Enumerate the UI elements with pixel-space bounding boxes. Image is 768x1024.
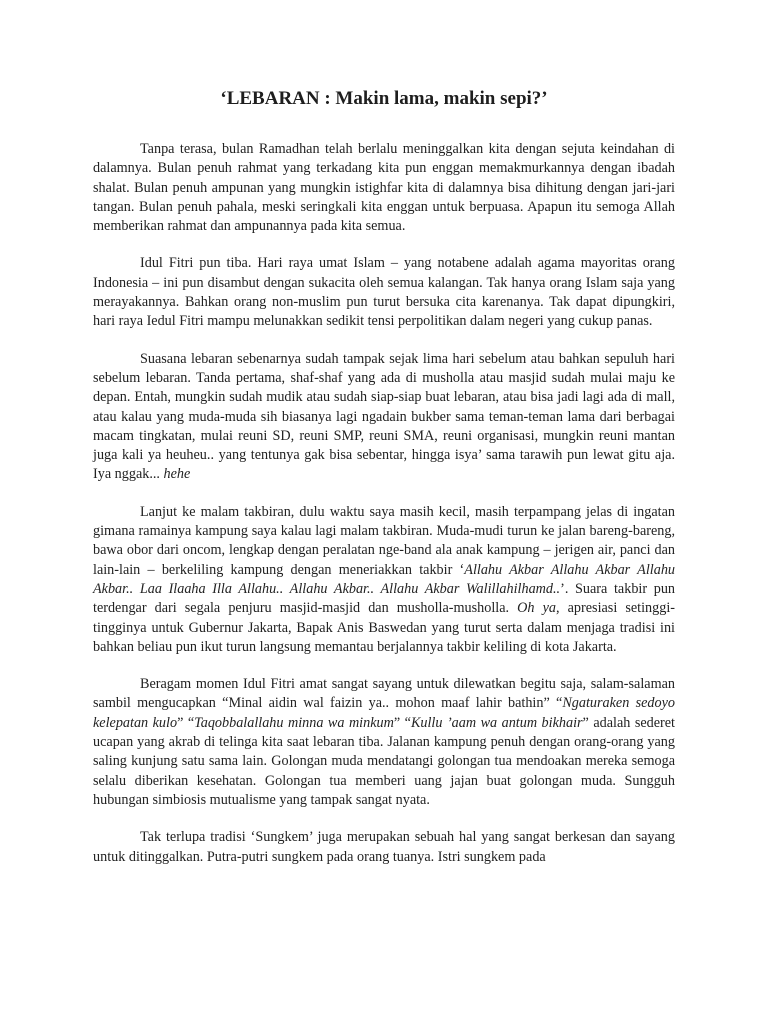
text-run: ” “ (393, 714, 411, 731)
text-run: Idul Fitri pun tiba. Hari raya umat Islam – yang notabene adalah agama mayoritas orang Indonesia – ini pun disambut dengan sukacita oleh semua kalangan. Tak hanya orang Islam saja yang merayakannya. Bahkan orang non-muslim pun turut bersuka cita karenanya. Tak dapat dipungkiri, hari raya Iedul Fitri mampu melunakkan sedikit tensi perpolitikan dalam negeri yang cukup panas. (93, 255, 675, 330)
text-run: , apresiasi setinggi-tingginya untuk Gubernur Jakarta, Bapak Anis Baswedan yang turut serta dalam menjaga tradisi ini bahkan beliau pun ikut turun langsung memantau berjalannya takbir keliling di kota Jakarta. (93, 600, 675, 655)
italic-text-run: Ngaturaken sedoyo kelepatan kulo (93, 695, 675, 731)
document-title: ‘LEBARAN : Makin lama, makin sepi?’ (220, 88, 548, 109)
italic-text-run: hehe (163, 466, 191, 483)
body-paragraph (93, 254, 675, 331)
body-paragraph (93, 828, 675, 867)
italic-text-run: Oh ya (517, 600, 556, 617)
italic-text-run: Kullu ’aam wa antum bikhair (410, 714, 583, 731)
body-paragraph (93, 350, 675, 485)
italic-text-run: Taqobbalallahu minna wa minkum (194, 714, 394, 731)
text-run: Tanpa terasa, bulan Ramadhan telah berlalu meninggalkan kita dengan sejuta keindahan di dalamnya. Bulan penuh rahmat yang terkadang kita pun enggan memakmurkannya dengan ibadah shalat. Bulan penuh ampunan yang mungkin istighfar kita di dalamnya bisa dihitung dengan jari-jari tangan. Bulan penuh pahala, meski seringkali kita enggan untuk berpuasa. Apapun itu semoga Allah memberikan rahmat dan ampunannya pada kita semua. (93, 141, 675, 235)
text-run: Tak terlupa tradisi ‘Sungkem’ juga merupakan sebuah hal yang sangat berkesan dan sayang untuk ditinggalkan. Putra-putri sungkem pada orang tuanya. Istri sungkem pada (93, 829, 675, 865)
text-run: Lanjut ke malam takbiran, dulu waktu saya masih kecil, masih terpampang jelas di ingatan gimana ramainya kampung saya kalau lagi malam takbiran. Muda-mudi turun ke jalan bareng-bareng, bawa obor dari oncom, lengkap dengan peralatan nge-band ala anak kampung – jerigen air, panci dan lain-lain – berkeliling kampung dengan meneriakkan takbir ‘ (93, 503, 675, 578)
body-paragraph (93, 503, 675, 657)
italic-text-run: Allahu Akbar Allahu Akbar Allahu Akbar.. Laa Ilaaha Illa Allahu.. Allahu Akbar.. Allahu Akbar Walillahilhamd.. (93, 561, 676, 597)
text-run: ’. Suara takbir pun terdengar dari segala penjuru masjid-masjid dan musholla-musholla. (93, 580, 676, 617)
body-paragraph (93, 675, 675, 810)
body-paragraph (93, 140, 675, 236)
text-run: Suasana lebaran sebenarnya sudah tampak sejak lima hari sebelum atau bahkan sepuluh hari sebelum lebaran. Tanda pertama, shaf-shaf yang ada di musholla atau masjid sudah mulai maju ke depan. Entah, mungkin sudah mudik atau sudah siap-siap buat lebaran, atau bisa jadi lagi ada di mall, atau kalau yang muda-muda sih biasanya lagi ngadain bukber sama teman-teman lama dari berbagai macam tingkatan, mulai reuni SD, reuni SMP, reuni SMA, reuni organisasi, mungkin reuni mantan juga kali ya heuheu.. yang tentunya gak bisa sebentar, hingga isya’ sama tarawih pun lewat gitu aja. Iya nggak... (93, 350, 675, 483)
text-run: Beragam momen Idul Fitri amat sangat sayang untuk dilewatkan begitu saja, salam-salaman sambil mengucapkan “Minal aidin wal faizin ya.. mohon maaf lahir bathin” “ (93, 676, 675, 712)
document-body (93, 140, 675, 885)
text-run: ” “ (177, 714, 195, 731)
text-run: ” adalah sederet ucapan yang akrab di telinga kita saat lebaran tiba. Jalanan kampung penuh dengan orang-orang yang saling kunjung satu sama lain. Golongan muda mendatangi golongan tua mendoakan mereka semoga selalu diberikan kesehatan. Golongan tua memberi uang jajan buat golongan muda. Sungguh hubungan simbiosis mutualisme yang tampak sangat nyata. (93, 714, 675, 808)
